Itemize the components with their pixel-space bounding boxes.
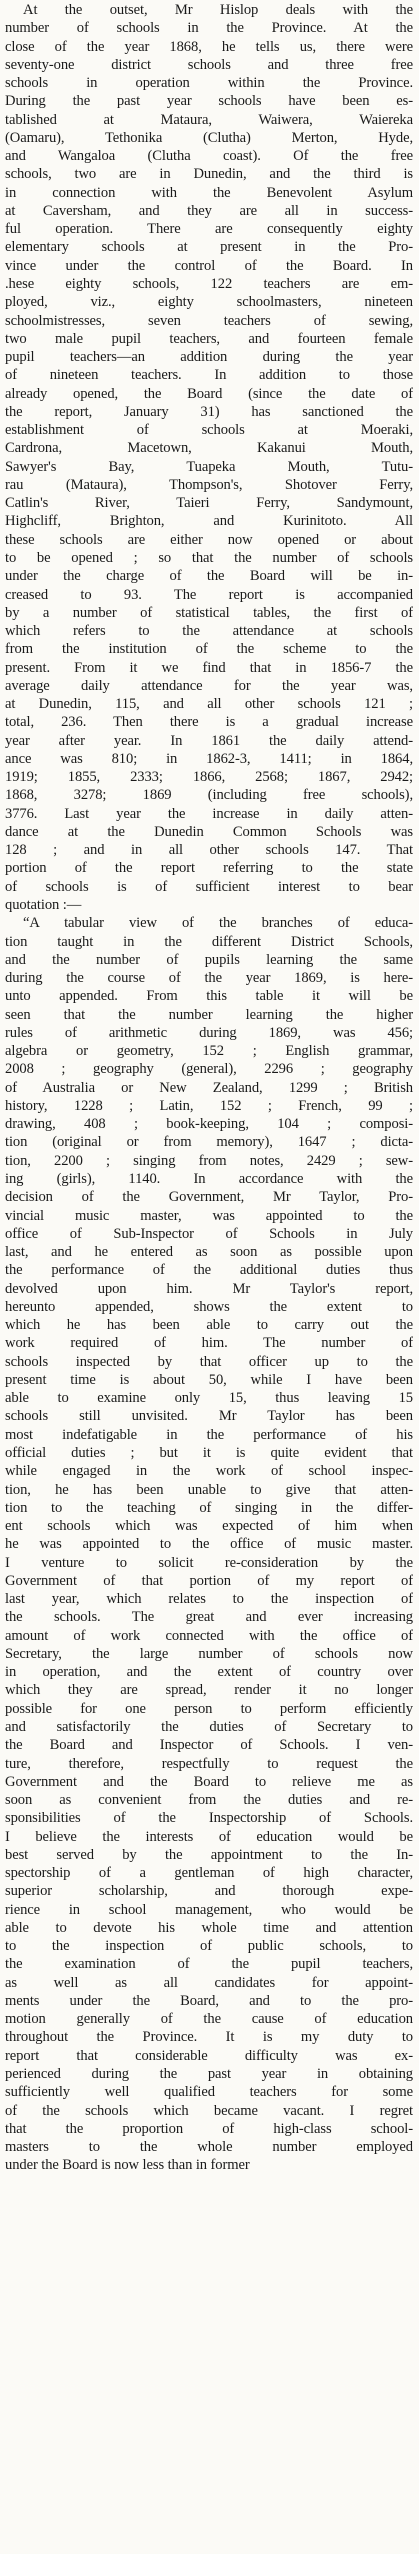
text-line: to the inspection of public schools, to: [5, 1938, 413, 1955]
text-line: dance at the Dunedin Common Schools was: [5, 823, 413, 840]
text-line: devolved upon him. Mr Taylor's report,: [5, 1280, 413, 1297]
text-line: throughout the Province. It is my duty to: [5, 2029, 413, 2046]
text-line: Sawyer's Bay, Tuapeka Mouth, Tutu-: [5, 458, 413, 475]
text-line: Secretary, the large number of schools now: [5, 1645, 413, 1662]
text-line: ture, therefore, respectfully to request the: [5, 1755, 413, 1772]
text-line: During the past year schools have been es-: [5, 93, 413, 110]
text-line: motion generally of the cause of education: [5, 2011, 413, 2028]
text-line: 128 ; and in all other schools 147. That: [5, 842, 413, 859]
text-line: .hese eighty schools, 122 teachers are em-: [5, 275, 413, 292]
text-line: ful operation. There are consequently eighty: [5, 221, 413, 238]
text-line: Government and the Board to relieve me as: [5, 1773, 413, 1790]
text-line: ments under the Board, and to the pro-: [5, 1992, 413, 2009]
text-line: ing (girls), 1140. In accordance with the: [5, 1171, 413, 1187]
text-line: last, and he entered as soon as possible upon: [5, 1244, 413, 1261]
text-line: by a number of statistical tables, the first of: [5, 604, 413, 621]
text-line: portion of the report referring to the state: [5, 860, 413, 877]
text-line: of the schools which became vacant. I regret: [5, 2102, 413, 2119]
text-line: two male pupil teachers, and fourteen female: [5, 330, 413, 347]
text-line: Government of that portion of my report of: [5, 1572, 413, 1589]
text-line: At the outset, Mr Hislop deals with the: [23, 2, 413, 18]
text-line: 3776. Last year the increase in daily atten-: [5, 805, 413, 822]
text-line: of schools is of sufficient interest to bear: [5, 878, 413, 895]
text-line: total, 236. Then there is a gradual increase: [5, 714, 413, 731]
text-line: tablished at Mataura, Waiwera, Waiereka: [5, 111, 413, 128]
text-line: from the institution of the scheme to the: [5, 641, 413, 658]
text-line: 2008 ; geography (general), 2296 ; geography: [5, 1061, 413, 1078]
text-line: unto appended. From this table it will be: [5, 988, 413, 1005]
text-line: that the proportion of high-class school-: [5, 2120, 413, 2137]
text-line: under the charge of the Board will be in-: [5, 568, 413, 585]
text-line: of Australia or New Zealand, 1299 ; British: [5, 1079, 413, 1096]
text-line: rules of arithmetic during 1869, was 456;: [5, 1024, 413, 1041]
text-line: while engaged in the work of school inspec-: [5, 1463, 413, 1480]
text-line: 1919; 1855, 2333; 1866, 2568; 1867, 2942;: [5, 769, 413, 786]
text-line: and Wangaloa (Clutha coast). Of the free: [5, 148, 413, 165]
text-line: most indefatigable in the performance of his: [5, 1426, 413, 1443]
text-line: (Oamaru), Tethonika (Clutha) Merton, Hyde,: [5, 129, 413, 146]
text-line: soon as convenient from the duties and re-: [5, 1792, 413, 1809]
text-line: present. From it we find that in 1856-7 the: [5, 659, 413, 676]
text-line: tion to the teaching of singing in the differ-: [5, 1499, 413, 1516]
text-line: year after year. In 1861 the daily attend-: [5, 732, 413, 749]
text-line: of nineteen teachers. In addition to those: [5, 367, 413, 384]
text-line: 1868, 3278; 1869 (including free schools),: [5, 787, 413, 804]
text-line: the report, January 31) has sanctioned the: [5, 403, 413, 420]
text-line: vincial music master, was appointed to the: [5, 1207, 413, 1224]
text-line: official duties ; but it is quite evident that: [5, 1444, 413, 1461]
text-line: close of the year 1868, he tells us, there were: [5, 38, 413, 55]
text-line: the schools. The great and ever increasing: [5, 1609, 413, 1626]
text-line: last year, which relates to the inspection of: [5, 1591, 413, 1608]
text-line: I believe the interests of education would be: [5, 1828, 413, 1845]
text-line: schoolmistresses, seven teachers of sewing,: [5, 312, 413, 329]
text-line: possible for one person to perform efficiently: [5, 1700, 413, 1717]
text-line: and satisfactorily the duties of Secretary to: [5, 1718, 413, 1735]
text-line: number of schools in the Province. At the: [5, 20, 413, 37]
text-line: which they are spread, render it no longer: [5, 1682, 413, 1699]
text-line: schools in operation within the Province.: [5, 75, 413, 92]
text-line: sufficiently well qualified teachers for some: [5, 2084, 413, 2101]
text-line: work required of him. The number of: [5, 1335, 413, 1352]
text-line: ent schools which was expected of him when: [5, 1518, 413, 1535]
text-line: schools inspected by that officer up to the: [5, 1353, 413, 1370]
text-line: hereunto appended, shows the extent to: [5, 1298, 413, 1315]
text-line: spectorship of a gentleman of high character,: [5, 1865, 413, 1882]
text-line: history, 1228 ; Latin, 152 ; French, 99 ;: [5, 1097, 413, 1114]
text-line: seen that the number learning the higher: [5, 1006, 413, 1023]
text-line: Highcliff, Brighton, and Kurinitoto. All: [5, 513, 413, 530]
text-line: decision of the Government, Mr Taylor, Pro-: [5, 1189, 413, 1206]
text-line: tion, he has been unable to give that atten-: [5, 1481, 413, 1498]
text-line: at Dunedin, 115, and all other schools 121 ;: [5, 696, 413, 713]
text-line: at Caversham, and they are all in success-: [5, 202, 413, 219]
text-line: which refers to the attendance at schools: [5, 623, 413, 640]
text-line: sponsibilities of the Inspectorship of Schools.: [5, 1810, 413, 1827]
text-line: ance was 810; in 1862-3, 1411; in 1864,: [5, 750, 413, 767]
text-line: quotation :—: [5, 897, 82, 914]
text-line: perienced during the past year in obtaining: [5, 2066, 413, 2083]
text-line: report that considerable difficulty was ex-: [5, 2047, 413, 2064]
text-line: “A tabular view of the branches of educa-: [23, 915, 413, 932]
text-line: and the number of pupils learning the same: [5, 951, 413, 968]
text-line: schools, two are in Dunedin, and the third is: [5, 166, 413, 183]
text-line: best served by the appointment to the In-: [5, 1846, 413, 1863]
text-line: Cardrona, Macetown, Kakanui Mouth,: [5, 440, 413, 457]
text-line: seventy-one district schools and three free: [5, 56, 413, 73]
text-line: able to devote his whole time and attention: [5, 1919, 413, 1936]
text-line: the examination of the pupil teachers,: [5, 1956, 413, 1973]
text-line: the performance of the additional duties thus: [5, 1262, 413, 1279]
text-line: elementary schools at present in the Pro-: [5, 239, 413, 256]
text-line: superior scholarship, and thorough expe-: [5, 1883, 413, 1900]
text-line: tion taught in the different District Schools,: [5, 933, 413, 950]
text-line: tion, 2200 ; singing from notes, 2429 ; sew-: [5, 1152, 413, 1169]
text-line: present time is about 50, while I have been: [5, 1371, 413, 1388]
text-line: vince under the control of the Board. In: [5, 257, 413, 274]
text-line: he was appointed to the office of music master.: [5, 1536, 413, 1553]
text-line: able to examine only 15, thus leaving 15: [5, 1390, 413, 1407]
article-column: [5, 1, 413, 2175]
text-line: in connection with the Benevolent Asylum: [5, 184, 413, 201]
text-line: to be opened ; so that the number of schools: [5, 549, 413, 566]
text-line: amount of work connected with the office of: [5, 1627, 413, 1644]
text-line: creased to 93. The report is accompanied: [5, 586, 413, 603]
text-line: rau (Mataura), Thompson's, Shotover Ferry,: [5, 476, 413, 493]
text-line: I venture to solicit re-consideration by the: [5, 1554, 413, 1571]
text-line: Catlin's River, Taieri Ferry, Sandymount,: [5, 495, 413, 512]
text-line: under the Board is now less than in former: [5, 2157, 250, 2174]
text-line: office of Sub-Inspector of Schools in July: [5, 1225, 413, 1242]
text-line: schools still unvisited. Mr Taylor has been: [5, 1408, 413, 1425]
text-line: these schools are either now opened or about: [5, 531, 413, 548]
text-line: in operation, and the extent of country over: [5, 1664, 413, 1681]
text-line: during the course of the year 1869, is here-: [5, 970, 413, 987]
text-line: establishment of schools at Moeraki,: [5, 422, 413, 439]
text-line: average daily attendance for the year was,: [5, 677, 413, 694]
text-line: already opened, the Board (since the date of: [5, 385, 413, 402]
text-line: as well as all candidates for appoint-: [5, 1974, 413, 1991]
text-line: drawing, 408 ; book-keeping, 104 ; composi-: [5, 1116, 413, 1133]
text-line: masters to the whole number employed: [5, 2139, 413, 2156]
text-line: algebra or geometry, 152 ; English grammar,: [5, 1043, 413, 1060]
text-line: which he has been able to carry out the: [5, 1317, 413, 1334]
text-line: the Board and Inspector of Schools. I ven-: [5, 1737, 413, 1754]
text-line: ployed, viz., eighty schoolmasters, nineteen: [5, 294, 413, 311]
text-line: pupil teachers—an addition during the year: [5, 349, 413, 366]
text-line: rience in school management, who would be: [5, 1901, 413, 1918]
text-line: tion (original or from memory), 1647 ; dicta-: [5, 1134, 413, 1151]
